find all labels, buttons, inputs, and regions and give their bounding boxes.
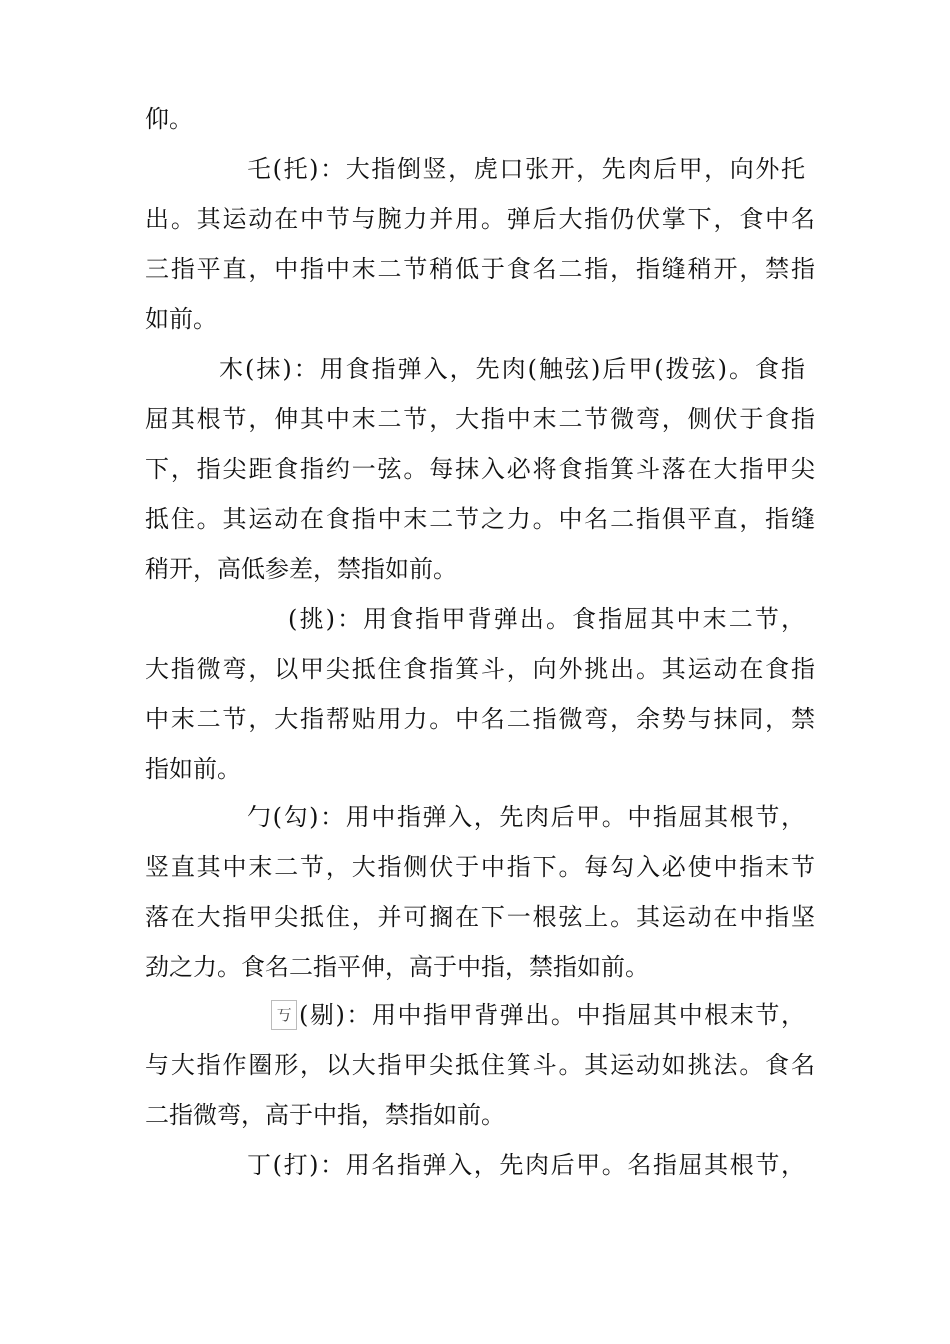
text-line: 下，指尖距食指约一弦。每抹入必将食指箕斗落在大指甲尖 bbox=[145, 455, 815, 483]
text-line-content: (剔)：用中指甲背弹出。中指屈其中根末节， bbox=[299, 1001, 805, 1029]
text-line bbox=[271, 1000, 805, 1030]
text-line: 二指微弯，高于中指，禁指如前。 bbox=[145, 1101, 505, 1129]
text-line: 木(抹)：用食指弹入，先肉(触弦)后甲(拨弦)。食指 bbox=[219, 355, 805, 383]
text-line: 勹(勾)：用中指弹入，先肉后甲。中指屈其根节， bbox=[247, 803, 805, 831]
text-line: (挑)：用食指甲背弹出。食指屈其中末二节， bbox=[288, 605, 805, 633]
text-line: 竖直其中末二节，大指侧伏于中指下。每勾入必使中指末节 bbox=[145, 853, 815, 881]
text-line: 乇(托)：大指倒竖，虎口张开，先肉后甲，向外托 bbox=[247, 155, 805, 183]
text-line: 如前。 bbox=[145, 305, 217, 333]
text-line: 出。其运动在中节与腕力并用。弹后大指仍伏掌下，食中名 bbox=[145, 205, 815, 233]
text-line: 稍开，高低参差，禁指如前。 bbox=[145, 555, 457, 583]
jianzi-glyph-image: 丂 bbox=[271, 1000, 297, 1030]
text-line: 三指平直，中指中末二节稍低于食名二指，指缝稍开，禁指 bbox=[145, 255, 815, 283]
text-line: 落在大指甲尖抵住，并可搁在下一根弦上。其运动在中指坚 bbox=[145, 903, 815, 931]
text-line: 大指微弯，以甲尖抵住食指箕斗，向外挑出。其运动在食指 bbox=[145, 655, 815, 683]
text-line: 抵住。其运动在食指中末二节之力。中名二指俱平直，指缝 bbox=[145, 505, 815, 533]
text-line: 屈其根节，伸其中末二节，大指中末二节微弯，侧伏于食指 bbox=[145, 405, 815, 433]
text-line: 指如前。 bbox=[145, 755, 241, 783]
text-line: 中末二节，大指帮贴用力。中名二指微弯，余势与抹同，禁 bbox=[145, 705, 815, 733]
text-line: 丁(打)：用名指弹入，先肉后甲。名指屈其根节， bbox=[247, 1151, 805, 1179]
text-line: 仰。 bbox=[145, 105, 193, 133]
text-line: 与大指作圈形，以大指甲尖抵住箕斗。其运动如挑法。食名 bbox=[145, 1051, 815, 1079]
text-line: 劲之力。食名二指平伸，高于中指，禁指如前。 bbox=[145, 953, 649, 981]
